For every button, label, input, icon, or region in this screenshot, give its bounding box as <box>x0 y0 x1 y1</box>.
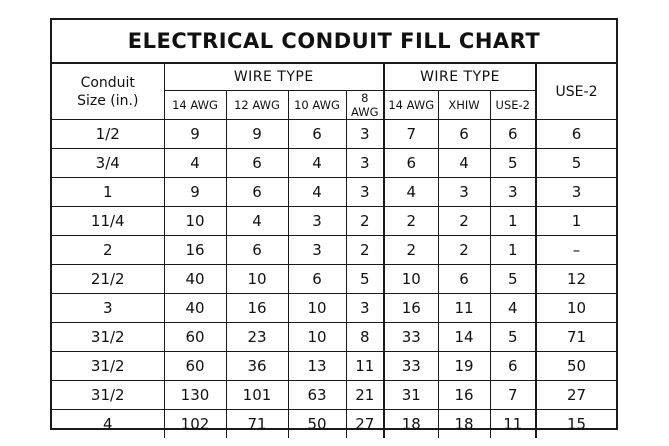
fill-count-cell: 3 <box>346 294 384 323</box>
fill-count-cell: 63 <box>288 381 346 410</box>
conduit-size-cell: 1 <box>52 178 164 207</box>
fill-count-cell: 16 <box>226 294 288 323</box>
fill-count-cell: 10 <box>384 265 438 294</box>
conduit-fill-chart <box>50 18 618 433</box>
fill-count-cell: 10 <box>164 207 226 236</box>
conduit-size-cell: 11/4 <box>52 207 164 236</box>
conduit-header-line2: Size (in.) <box>77 92 139 109</box>
conduit-size-cell: 2 <box>52 236 164 265</box>
fill-count-cell: 16 <box>384 294 438 323</box>
sub-header-12awg: 12 AWG <box>226 91 288 120</box>
table-row <box>52 265 616 294</box>
fill-count-cell: 4 <box>490 294 536 323</box>
fill-count-cell: 27 <box>536 381 616 410</box>
fill-count-cell: 6 <box>226 236 288 265</box>
sub-header-8awg: 8 AWG <box>346 91 384 120</box>
fill-count-cell: 6 <box>490 352 536 381</box>
fill-count-cell: 10 <box>288 294 346 323</box>
fill-count-cell: 6 <box>490 120 536 149</box>
fill-count-cell: 33 <box>384 352 438 381</box>
table-row <box>52 410 616 439</box>
fill-count-cell: 7 <box>384 120 438 149</box>
fill-count-cell: 6 <box>288 265 346 294</box>
fill-count-cell: 10 <box>536 294 616 323</box>
conduit-size-cell: 3 <box>52 294 164 323</box>
fill-count-cell: 2 <box>438 236 490 265</box>
fill-count-cell: 6 <box>226 178 288 207</box>
fill-count-cell: 3 <box>536 178 616 207</box>
sub-header-14awg: 14 AWG <box>164 91 226 120</box>
conduit-size-header <box>52 64 164 120</box>
fill-count-cell: 4 <box>438 149 490 178</box>
conduit-size-cell: 31/2 <box>52 352 164 381</box>
conduit-size-cell: 21/2 <box>52 265 164 294</box>
fill-count-cell: 40 <box>164 294 226 323</box>
fill-count-cell: 6 <box>438 120 490 149</box>
fill-count-cell: 16 <box>438 381 490 410</box>
fill-count-cell: 3 <box>346 178 384 207</box>
wire-type-header-2: WIRE TYPE <box>384 64 536 91</box>
sub-header-xhiw: XHIW <box>438 91 490 120</box>
fill-count-cell: 2 <box>438 207 490 236</box>
fill-count-cell: 9 <box>226 120 288 149</box>
fill-count-cell: 6 <box>536 120 616 149</box>
fill-count-cell: 9 <box>164 178 226 207</box>
fill-count-cell: 5 <box>490 265 536 294</box>
fill-count-cell: 8 <box>346 323 384 352</box>
fill-count-cell: 36 <box>226 352 288 381</box>
fill-count-cell: 1 <box>490 236 536 265</box>
fill-count-cell: 3 <box>346 149 384 178</box>
fill-count-cell: 15 <box>536 410 616 439</box>
table-row <box>52 323 616 352</box>
fill-count-cell: 2 <box>384 236 438 265</box>
fill-count-cell: 2 <box>346 236 384 265</box>
table-row <box>52 294 616 323</box>
conduit-size-cell: 31/2 <box>52 381 164 410</box>
fill-count-cell: 6 <box>226 149 288 178</box>
fill-count-cell: 3 <box>288 207 346 236</box>
fill-count-cell: 4 <box>288 178 346 207</box>
table-row <box>52 120 616 149</box>
wire-type-header-1: WIRE TYPE <box>164 64 384 91</box>
sub-header-14awg-2: 14 AWG <box>384 91 438 120</box>
table-row <box>52 236 616 265</box>
fill-count-cell: 50 <box>288 410 346 439</box>
fill-count-cell: 23 <box>226 323 288 352</box>
fill-count-cell: 3 <box>288 236 346 265</box>
fill-count-cell: 14 <box>438 323 490 352</box>
fill-count-cell: 50 <box>536 352 616 381</box>
fill-count-cell: 21 <box>346 381 384 410</box>
conduit-size-cell: 4 <box>52 410 164 439</box>
fill-count-cell: 71 <box>226 410 288 439</box>
fill-count-cell: 40 <box>164 265 226 294</box>
fill-count-cell: 5 <box>346 265 384 294</box>
fill-count-cell: 3 <box>346 120 384 149</box>
fill-count-cell: 10 <box>226 265 288 294</box>
fill-count-cell: 3 <box>438 178 490 207</box>
fill-count-cell: 5 <box>536 149 616 178</box>
fill-count-cell: 7 <box>490 381 536 410</box>
table-row <box>52 207 616 236</box>
fill-count-cell: 6 <box>438 265 490 294</box>
fill-count-cell: 1 <box>536 207 616 236</box>
use2-header: USE-2 <box>536 64 616 120</box>
fill-count-cell: 31 <box>384 381 438 410</box>
table-row <box>52 352 616 381</box>
fill-count-cell: 9 <box>164 120 226 149</box>
fill-count-cell: 2 <box>384 207 438 236</box>
fill-count-cell: 11 <box>438 294 490 323</box>
fill-count-cell: 19 <box>438 352 490 381</box>
fill-count-cell: 3 <box>490 178 536 207</box>
table-row <box>52 381 616 410</box>
fill-count-cell: 11 <box>490 410 536 439</box>
fill-count-cell: 27 <box>346 410 384 439</box>
fill-count-cell: 60 <box>164 323 226 352</box>
fill-count-cell: 2 <box>346 207 384 236</box>
fill-count-cell: 18 <box>438 410 490 439</box>
fill-count-cell: 4 <box>384 178 438 207</box>
fill-count-cell: 11 <box>346 352 384 381</box>
fill-count-cell: 4 <box>164 149 226 178</box>
fill-count-cell: 102 <box>164 410 226 439</box>
fill-count-cell: 6 <box>288 120 346 149</box>
fill-count-cell: 4 <box>288 149 346 178</box>
fill-count-cell: 16 <box>164 236 226 265</box>
fill-count-cell: 10 <box>288 323 346 352</box>
fill-count-cell: 6 <box>384 149 438 178</box>
fill-count-cell: 4 <box>226 207 288 236</box>
fill-count-cell: 60 <box>164 352 226 381</box>
sub-header-10awg: 10 AWG <box>288 91 346 120</box>
conduit-size-cell: 3/4 <box>52 149 164 178</box>
fill-count-cell: 1 <box>490 207 536 236</box>
fill-count-cell: 71 <box>536 323 616 352</box>
fill-count-cell: 18 <box>384 410 438 439</box>
fill-count-cell: 33 <box>384 323 438 352</box>
fill-count-cell: 13 <box>288 352 346 381</box>
conduit-size-cell: 1/2 <box>52 120 164 149</box>
table-row <box>52 178 616 207</box>
conduit-size-cell: 31/2 <box>52 323 164 352</box>
table-row <box>52 149 616 178</box>
fill-table <box>52 64 616 438</box>
sub-header-use2: USE-2 <box>490 91 536 120</box>
conduit-header-line1: Conduit <box>80 74 135 91</box>
fill-count-cell: 130 <box>164 381 226 410</box>
fill-count-cell: – <box>536 236 616 265</box>
chart-title: ELECTRICAL CONDUIT FILL CHART <box>52 20 616 64</box>
fill-count-cell: 5 <box>490 323 536 352</box>
fill-count-cell: 101 <box>226 381 288 410</box>
fill-count-cell: 5 <box>490 149 536 178</box>
fill-count-cell: 12 <box>536 265 616 294</box>
